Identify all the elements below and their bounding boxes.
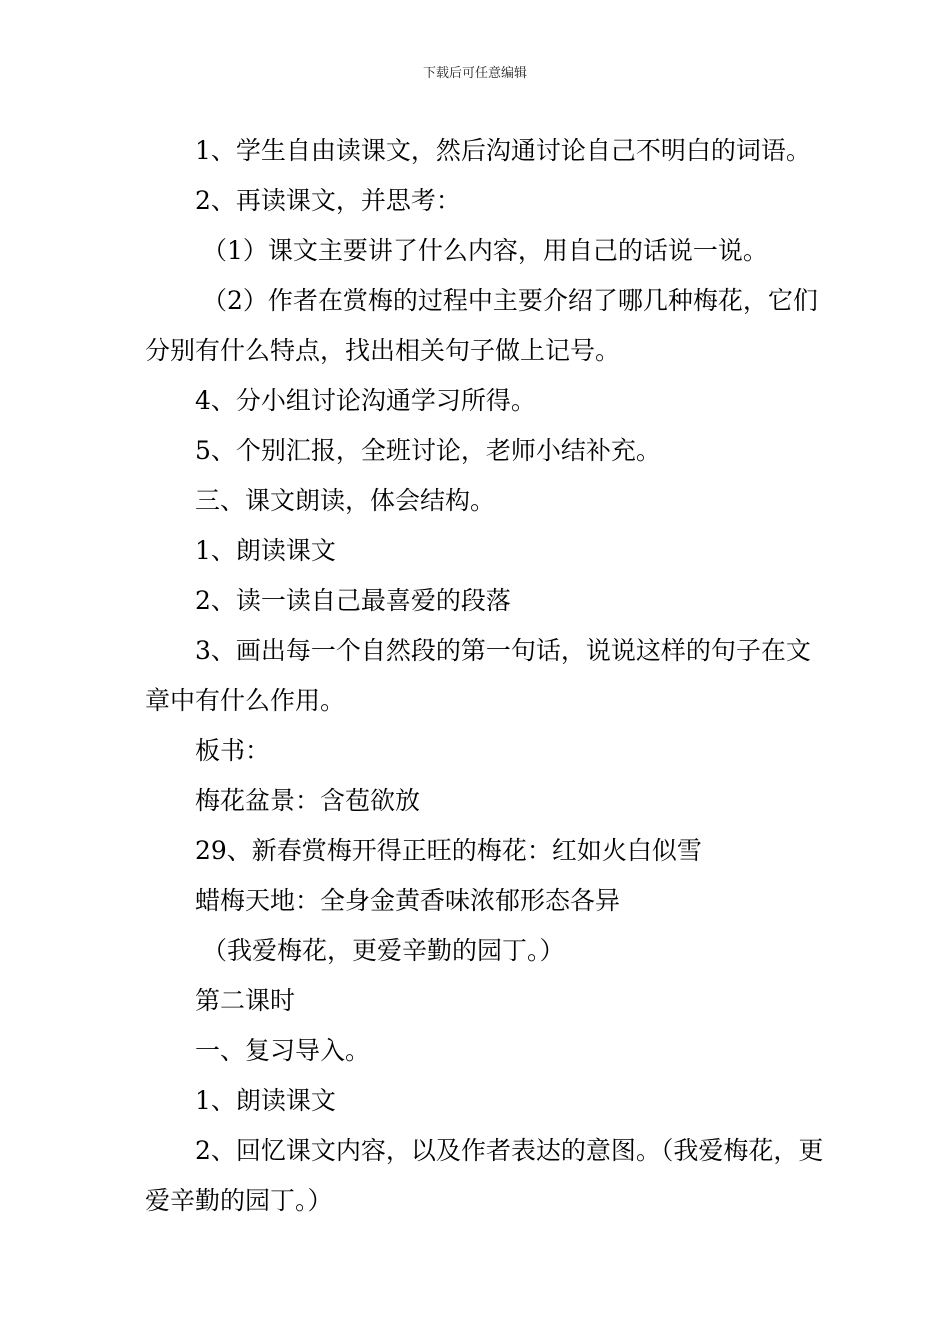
- lesson-two-heading: 第二课时: [195, 986, 296, 1015]
- section-heading-3: 三、课文朗读，体会结构。: [195, 486, 496, 515]
- paragraph-5: 4、分小组讨论沟通学习所得。: [195, 386, 536, 415]
- board-line-3: 蜡梅天地：全身金黄香味浓郁形态各异: [195, 886, 621, 915]
- page-header: 下载后可任意编辑: [422, 66, 527, 81]
- paragraph-3: （1）课文主要讲了什么内容，用自己的话说一说。: [202, 236, 768, 265]
- board-line-4: （我爱梅花，更爱辛勤的园丁。）: [202, 936, 565, 965]
- paragraph-7: 1、朗读课文: [195, 536, 336, 565]
- paragraph-2: 2、再读课文，并思考：: [195, 186, 461, 215]
- board-line-2: 29、新春赏梅开得正旺的梅花：红如火白似雪: [195, 836, 702, 865]
- paragraph-6: 5、个别汇报，全班讨论，老师小结补充。: [195, 436, 661, 465]
- section-heading-1: 一、复习导入。: [195, 1036, 371, 1065]
- paragraph-10: 1、朗读课文: [195, 1086, 336, 1115]
- paragraph-1: 1、学生自由读课文，然后沟通讨论自己不明白的词语。: [195, 136, 811, 165]
- document-body: [145, 126, 835, 1226]
- board-line-1: 梅花盆景：含苞欲放: [195, 786, 421, 815]
- paragraph-4: （2）作者在赏梅的过程中主要介绍了哪几种梅花，它们分别有什么特点，找出相关句子做上记号。: [145, 286, 818, 365]
- paragraph-11: 2、回忆课文内容，以及作者表达的意图。（我爱梅花，更爱辛勤的园丁。）: [145, 1136, 824, 1215]
- paragraph-9: 3、画出每一个自然段的第一句话，说说这样的句子在文章中有什么作用。: [145, 636, 811, 715]
- board-heading: 板书：: [195, 736, 271, 765]
- paragraph-8: 2、读一读自己最喜爱的段落: [195, 586, 511, 615]
